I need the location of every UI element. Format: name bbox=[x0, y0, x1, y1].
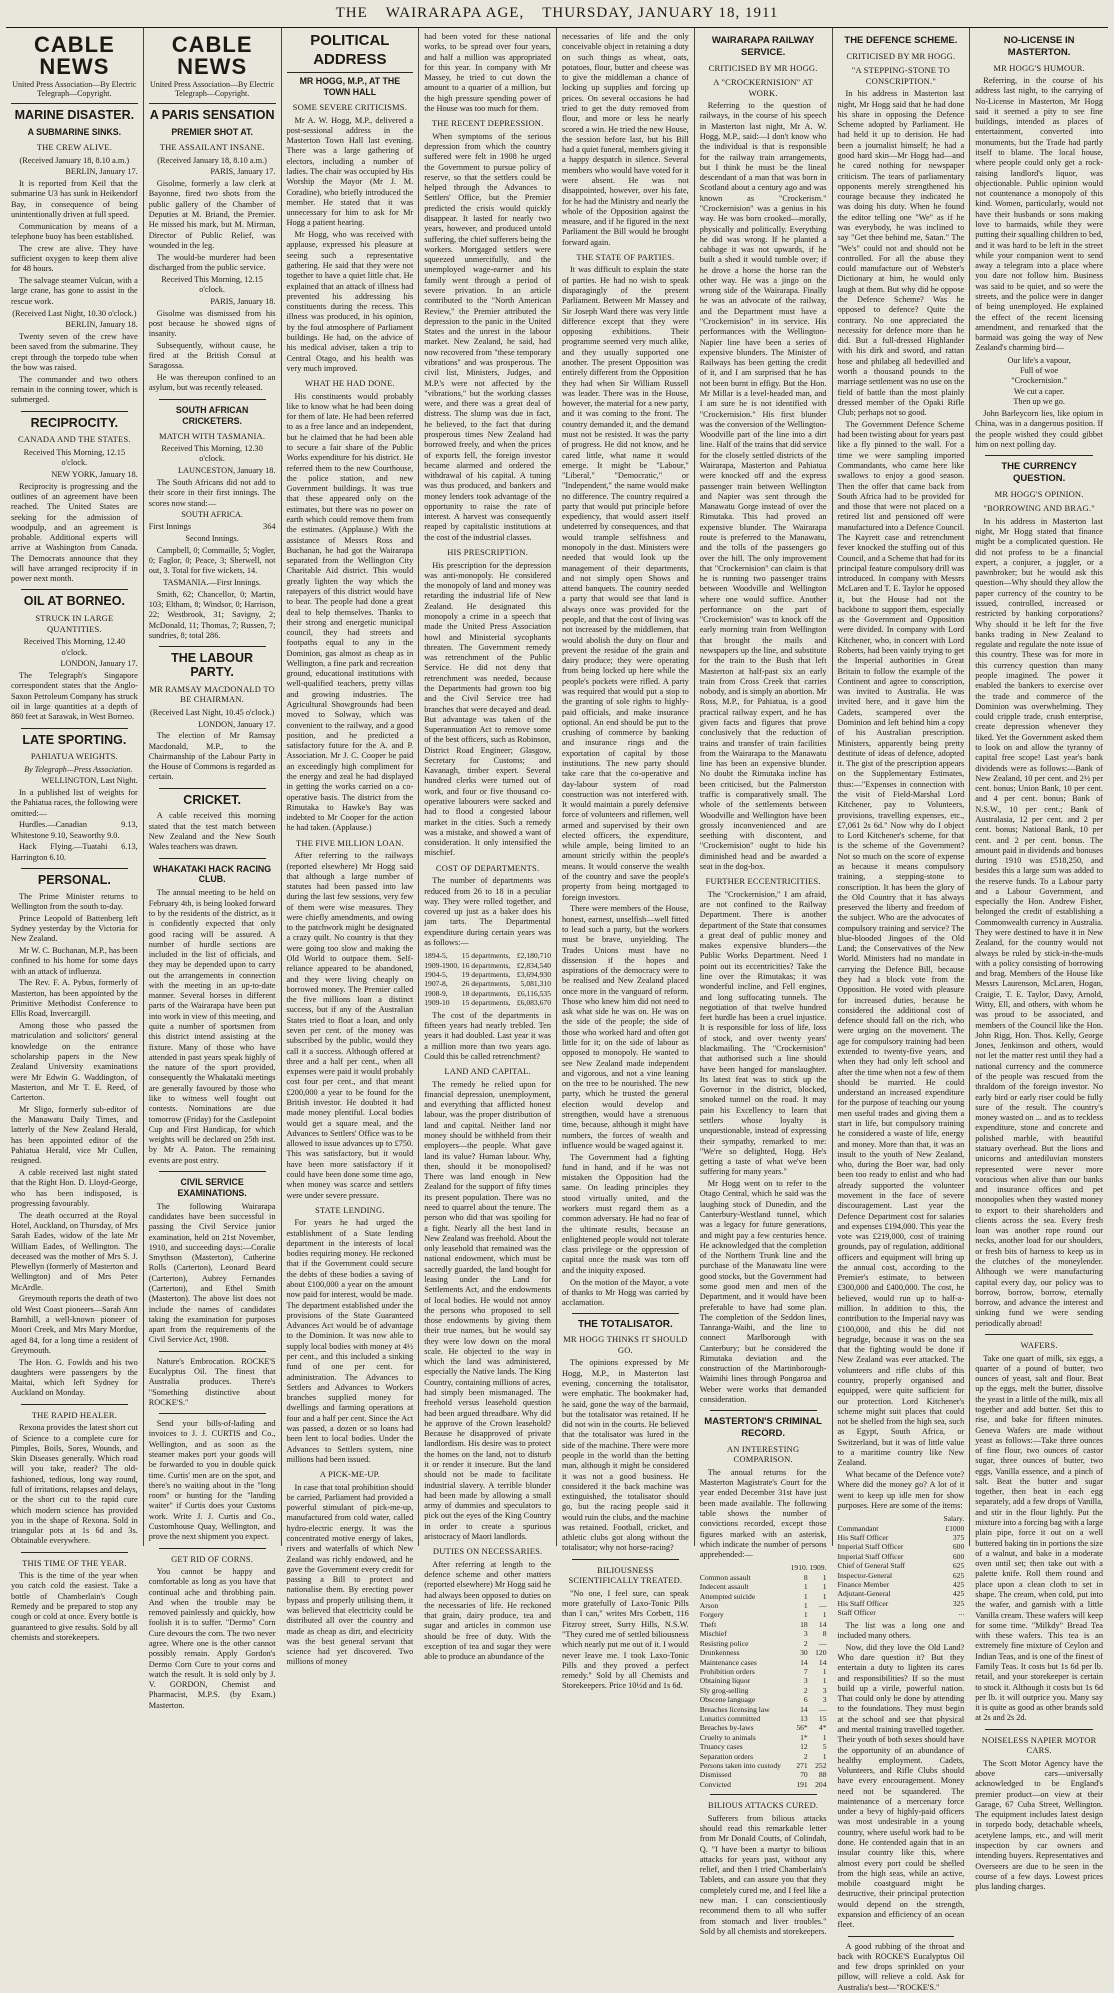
cricketers-second: Second Innings. bbox=[185, 533, 239, 543]
dept-cost-row: 1909-10 15 departments, £6,083,670 bbox=[424, 998, 551, 1008]
criminal-record-row: Attempted suicide 1 1 bbox=[699, 1591, 827, 1601]
cost-heading: COST OF DEPARTMENTS. bbox=[435, 862, 540, 873]
cable-news-banner-2: CABLE NEWS bbox=[171, 32, 253, 79]
salary-row: Imperial Staff Officer 600 bbox=[837, 1542, 965, 1552]
marine-p6: The commander and two others remain in the conning tower, which is submerged. bbox=[11, 374, 138, 405]
rockes-ad: Nature's Embrocation. ROCKE'S Eucalyptus Oil. The finest that Australia produces. There's "Something distinctive about ROCKE'S." bbox=[148, 1356, 276, 1407]
sporting-p1: In a published list of weights for the Pahiatua races, the following were omitted:— bbox=[11, 788, 138, 818]
railway-p2: The "Crockernision," I am afraid, are not confined to the Railway Department. There is another department of the State that consumes a great deal of public money and makes expensive blunders—the Public Works Department. Need I point out its eccentricities? Take the line over the Rimutakas; it was wonderful incline, and Fell engines, and long suffocating tunnels. The negotiation of that twelve hundred feet hurdle has been a cruel injustice. It is responsible for loss of life, loss of stock, and over twenty years' blackmailing. The "Crockernision" that authorised such a line should have been hanged for manslaughter. Its latest feat was to stick up the Governor in the district, blocked, smoked tunnel on the road. It may pain his Excellency to learn that settlers whose loyalty is unquestionable, instead of expressing their sympathy, remarked to me: "We're so delighted, Hogg. He's getting a taste of what we've been suffering for many years." bbox=[699, 889, 827, 1177]
currency-p: In his address in Masterton last night, Mr Hogg stated that finance might be a complicated question. He did not profess to be a financial expert, a conjurer, a juggler, or a pawnbroker; but he would ask this question—Why should they allow the paper currency of the country to be issued, controlled, increased or restricted by banking corporations? Why should it be left for the five banks trading in New Zealand to regulate and regulate the note issue of this country. These was for more in this currency question than many people imagined. The power it enabled the bankers to exercise over the trade and commerce of the Dominion was overwhelming. They could cripple trade, crush enterprise, create depression whenever they liked. Yet the Government asked them to look on and allow the tyranny of capital free scope! Last year's bank dividends were as follows:—Bank of New Zealand, 10 per cent. and 2½ per cent. bonus; Union Bank, 10 per cent. and 4 per cent. bonus; Bank of N.S.W., 10 per cent.; Bank of Australasia, 12 per cent. and 2 per cent. bonus; National Bank, 10 per cent. and 2 per cent. bonus. The amount paid in dividends and bonuses during 1910 was £518,250, and besides this a large sum was added to the reserve funds. To a Labour party and a Labour Government, and especially the Hon. Andrew Fisher, belonged the credit of establishing a Commonwealth currency in Australia. They were destined to have it in New Zealand, for the country would not always be ruled by stick-in-the-muds with a policy consisting of borrowing and brag. Members of the House like Messrs Laurenson, McLaren, Hogan, Craigie, T. E. Taylor, Davy, Arnold, Witty, Ell, and others, with whom he was proud to be associated, and members of the Council like the Hon. John Rigg, Hon. Thos. Kelly, George Jones, Jenkinson and others, would not let the matter rest until they had a national currency and the commerce of the people was rescued from the thraldom of the foreign investor. No early bird or early riser could be fully sure of the result. The country's money wasted on ... and as to reckless expenditure, stone and concrete and polished marble, with beautiful statuary overhead. But the lions and unicorns and antediluvian monsters represented were never more voracious when alive than our banks and insurance offices and pet monopolies when they wasted money to export to their shareholders and clients across the sea. Every fresh loan was another rope round our necks, another load for our shoulders, or fresh bits of harness to keep us in the clutches of the moneylender. Although we were manufacturing capital every day, our policy was to borrow, borrow, borrow, eternally borrow, and advance the interest and sinking fund we were sending periodically abroad! bbox=[975, 516, 1103, 1328]
marine-p5: Twenty seven of the crew have been saved from the submarine. They crept through the torpedo tube when the bow was raised. bbox=[11, 332, 138, 372]
poem-line: Then up we go. bbox=[1013, 396, 1065, 406]
column-3 bbox=[282, 28, 420, 1667]
sporting-dateline: WELLINGTON, Last Night. bbox=[41, 776, 138, 786]
criminal-record-row: Mischief 3 8 bbox=[699, 1629, 827, 1639]
political-p1: Mr A. W. Hogg, M.P., delivered a post-sessional address in the Masterton Town Hall last evening. There was a large gathering of electors, including a number of ladies. The chair was occupied by His Worship the Mayor (Mr J. M. Coradine), who briefly introduced the member. He stated that it was unnecessary for him to ask for Mr Hogg a patient hearing. bbox=[286, 115, 414, 228]
personal-p2: Prince Leopold of Battenberg left Sydney yesterday by the Victoria for New Zealand. bbox=[11, 913, 138, 944]
dept-cost-row: 1909-1900, 16 departments, £2,834,540 bbox=[424, 960, 551, 970]
criminal-record-p: The annual returns for the Masterton Magistrate's Court for the year ended December 31st have just been made available. The following table shows the number of convictions recorded, except those figures marked with an asterisk, which indicate the number of persons apprehended:— bbox=[699, 1467, 827, 1560]
rockes-ad-2: A good rubbing of the throat and back with ROCKE'S Eucalyptus Oil and few drops sprinkled on your pillow, will relieve a cold. Ask for Australia's best—"ROCKE'S." bbox=[837, 1941, 965, 1992]
sporting-by: By Telegraph—Press Association. bbox=[24, 764, 133, 774]
political-p5: For years he had urged the establishment of a State lending department in the interests of local bodies requiring money. He reckoned that if the Government could secure the debts of these bodies a saving of about £100,000 a year on the amount now paid for interest, would be made. The department established under the provisions of the State Guaranteed Advances Act would be of advantage to the Dominion. It was now able to supply local bodies with money at 4½ per cent., and this included a sinking fund of one per cent. for administration. The Advances to Settlers and Advances to Workers branches supplied money for dwellings and farming operations at four and a half per cent. Since the Act was passed, a dozen or so loans had been lent to local bodies. Under the Advances to Settlers system, nine millions had been issued. bbox=[286, 1218, 414, 1464]
salary-row: Adjutant-General 425 bbox=[837, 1589, 965, 1599]
column-7 bbox=[833, 28, 971, 1992]
personal-p6: Mr Sligo, formerly sub-editor of the Manawatu Daily Times, and latterly of the New Zealand Herald, has been appointed editor of the Pahiatua Herald, vice Mr Cullen, resigned. bbox=[11, 1104, 138, 1166]
depression-heading: THE RECENT DEPRESSION. bbox=[431, 118, 544, 129]
biliousness-p: "No one, I feel sure, can speak more gratefully of Laxo-Tonic Pills than I can," writes Mrs Corbett, 116 Fitzroy street, Surry Hills, N.S.W. "They cured me of settled biliousness which nearly put me out of it. I would never leave me. I took Laxo-Tonic Pills and they proved a perfect remedy." Sold by all Chemists and Storekeepers. Price 10½d and 1s 6d. bbox=[562, 1588, 689, 1691]
whakataki-p1: The annual meeting to be held on February 4th, is being looked forward to by the residents of the district, as it is confidently expected that only good racing will be assured. A number of hurdle sections are included in the list of officials, and they may be depended upon to carry out the arrangements in connection with the meeting in an up-to-date manner. Several horses in different parts of the Wairarapa have been put into work in view of this meeting, and quite a number of sportsmen from this district intend assisting at the fixture. Many of those who have attended in past years speak highly of the nature of the sport provided, consequently the Whakataki meetings are generally favoured by those who like to witness well fought out contests. Nominations are due tomorrow (Friday) for the Castlepoint Cup and First Handicap, for which weights will be declared on 25th inst. by Mr A. Paton. The remaining events are post entry. bbox=[148, 888, 276, 1165]
reciprocity-p1: Reciprocity is progressing and the outlines of an agreement have been reached. The United States are seeking for the admission of woodpulp, and an agreement is probable. Additional experts will arrive at Washington from Canada. The Democrats announce that they will have arranged reciprocity if in power next month. bbox=[11, 481, 138, 584]
civil-service-heading: CIVIL SERVICE EXAMINATIONS. bbox=[177, 1176, 247, 1198]
motor-cars-heading: NOISELESS NAPIER MOTOR CARS. bbox=[981, 1734, 1097, 1756]
salary-row: Staff Officer ... bbox=[837, 1608, 965, 1618]
criminal-record-row: Obscene language 6 3 bbox=[699, 1695, 827, 1705]
salary-row: His Staff Officer 375 bbox=[837, 1532, 965, 1542]
criminal-record-row: Cruelty to animals 1* 1 bbox=[699, 1732, 827, 1742]
sporting-heading: LATE SPORTING. bbox=[22, 732, 127, 747]
nolicense-p2: John Barleycorn lies, like opium in China, was in a dangerous position. If the people wished they could gibbet him on next polling day. bbox=[975, 409, 1103, 449]
reciprocity-received: Received This Morning, 12.15 o'clock. bbox=[23, 447, 126, 468]
masthead bbox=[6, 4, 1108, 28]
nolicense-sub: MR HOGG'S HUMOUR. bbox=[993, 62, 1085, 73]
whakataki-heading: WHAKATAKI HACK RACING CLUB. bbox=[153, 863, 272, 885]
poem-line: Full of woe bbox=[1019, 365, 1059, 375]
criminal-record-row: Maintenance cases 14 14 bbox=[699, 1657, 827, 1667]
marine-received: (Received January 18, 8.10 a.m.) bbox=[19, 155, 130, 165]
criminal-record-row: Common assault 8 1 bbox=[699, 1572, 827, 1582]
railway-p1: Referring to the question of railways, in the course of his speech in Masterton last night, Mr A. W. Hogg, M.P., said:—I don't know who the individual is that is responsible for the railway train arrangements, but I think he must be the lineal descendant of a man that was born in Scotland about a century ago and was known as "Crockerism." "Crockernision" was a genius in his way. He was born crooked—morally, physically and politically. Everything he did was wrong. If he planted a cabbage it was not upwards, if he built a shed it would tumble over; if he drove a horse the horse ran the other way. He was a jingo on the wrong side of the Wairarapa. Finally he was an advocate of the railway, and the Department must have a "Crockernision" in its service. His performances with the Wellington-Napier line have been a series of expensive blunders. The Minister of Railways has been getting the credit of it, and I am surprised that he has not been burnt in effigy. But the Hon. Mr Millar is a level-headed man, and I am sure he is not identified with "Crockernision." His first blunder was the conversion of the Wellington-Woodville part of the line into a dirt line. Half of the trains that did service for the closely settled districts of the Wairarapa, Masterton and Pahiatua were knocked off and the express passenger train between Wellington and Napier was sent through the Manawatu Gorge instead of over the Rimutaka. This had proved an expensive blunder. The Wairarapa route is preferred to the Manawatu, and the tolls of the passengers go over the hill. The only improvement that "Crockernision" can claim is that he is running two passenger trains between Woodville and Wellington where one would suffice. Another performance on the part of "Crockernision" was to knock off the early morning train from Wellington that brought the mails and newspapers up the line, and substitute for the train to the Bush that left Masterton at half-past six an early train from Cross Creek that carries nobody, and is simply an abortion. Mr Ross, M.P., for Pahiatua, is a good practical railway expert, and he has given facts and figures that prove conclusively that the reduction of trains and transfer of train facilities from the Wairarapa to the Manawatu line has been an expensive blunder. No doubt the Rimutaka incline has been criticised, but the Palmerston traffic is comparatively small. The whole of the settlements between Woodville and Wellington have been grossly inconvenienced and are seething with discontent, and "Crockernision" ought to hide his diminished head and be awarded a seat in the dog-box. bbox=[699, 101, 827, 871]
civil-service-p1: The following Wairarapa candidates have been successful in passing the Civil Service junior examination, held on 21st November, 1910, and succeeding days:—Coralie Smythson (Masterton), Catherine Rolls (Carterton), Leonard Beard (Carterton), Aubrey Fernandes (Carterton), and Ethel Smith (Masterton). The above list does not include the names of candidates taking the examination for purposes apart from the requirements of the Civil Service Act, 1908. bbox=[148, 1201, 276, 1345]
marine-received2: (Received Last Night, 10.30 o'clock.) bbox=[12, 308, 137, 318]
criminal-record-row: Forgery 1 1 bbox=[699, 1610, 827, 1620]
time-p: This is the time of the year when you catch cold the easiest. Take a bottle of Chamberlain's Cough Remedy and be prepared to stop any cough or cold at once. Every bottle is guaranteed to give results. Sold by all chemists and storekeepers. bbox=[11, 1571, 138, 1642]
cricketers-p2: Campbell, 0; Commaille, 5; Vogler, 0; Faglor, 0; Peace, 3; Sherwell, not out, 3. Total for five wickets, 14. bbox=[148, 545, 276, 576]
labour-heading: THE LABOUR PARTY. bbox=[171, 651, 254, 679]
cricket-p: A cable received this morning stated that the test match between New Zealand and the New South Wales teachers was drawn. bbox=[148, 811, 276, 852]
personal-p1: The Prime Minister returns to Wellington from the south to-day. bbox=[11, 891, 138, 911]
marine-dateline2: BERLIN, January 18. bbox=[65, 320, 138, 330]
defence-p1: In his address in Masterton last night, Mr Hogg said that he had done his share in opposing the Defence Scheme adopted by Parliament. He had held it up to derision. He had been a journalist himself; he had a good hard skin—Mr Hogg had—and he cared nothing for newspaper criticism. The tears of parliamentary opponents merely strengthened his courage because they indicated he was doing his duty. When he found the editor telling one "We" as if he was everybody, he was inclined to say "Get thee behind me, Satan." The "We's" could not and should not be controlled. For all the abuse they could manufacture out of Webster's Dictionary at him, he would only laugh at them. But why did he oppose the Defence Scheme? Was he opposed to defence? Quite the contrary. No one appreciated the necessity for defence more than he did. But a full-dressed Highlander with his dirk and sword, and rattan hose and philabeg all bedevilled and worth a thousand pounds to the marriage settlement was no use on the field of battle than the most plainly dressed member of the Opaki Rifle Club; perhaps not so good. bbox=[837, 89, 965, 418]
marine-p4: The salvage steamer Vulcan, with a large crane, has gone to assist in the rescue work. bbox=[11, 276, 138, 306]
totalisator-heading: THE TOTALISATOR. bbox=[577, 1319, 673, 1331]
eccentricities-heading: FURTHER ECCENTRICITIES. bbox=[705, 876, 821, 887]
paris-p3: Gisolme was dismissed from his post because he showed signs of insanity. bbox=[148, 308, 276, 339]
criminal-record-row: Convicted 191 204 bbox=[699, 1779, 827, 1789]
reciprocity-heading: RECIPROCITY. bbox=[30, 415, 119, 430]
cricketers-p3: Smith, 62; Chancellor, 0; Martin, 103; Eltham, 8; Windsor, 0; Harrison, 22; Westbrook, 31; Savigny, 2; McDonald, 11; Thomas, 7; Russen, 7; sundries, 8; total 286. bbox=[148, 589, 276, 640]
state-heading: STATE LENDING. bbox=[315, 1204, 385, 1215]
biliousness-heading: BILIOUSNESS SCIENTIFICALLY TREATED. bbox=[568, 1564, 683, 1586]
oil-p1: The Telegraph's Singapore correspondent states that the Anglo-Saxon Petroleum Company has struck oil in large quantities at a depth of 860 feet at Sarawak, in West Borneo. bbox=[11, 671, 138, 722]
cricketers-p1: The South Africans did not add to their score in their first innings. The scores now stand:— bbox=[148, 477, 276, 508]
cricketers-dateline: LAUNCESTON, January 18. bbox=[177, 466, 276, 476]
c4-p1: necessaries of life and the only conceivable object in retaining a duty on such things as wheat, oats, potatoes, flour, butter and cheese was to give the middleman a chance of locking up supplies and forcing up prices. On several occasions he had tried to get the duty removed from flour, and more or less he nearly scored a win. He tried the new House, the session before last, but his Bill had a quiet funeral, members giving it a happy despatch in silence. Several members who would have voted for it were absent. He was not disappointed, however, over his fate, for he had the Ministry and nearly the whole of the Opposition against the measure, and if he figured in the next Parliament the Bill would be brought forward again. bbox=[562, 32, 689, 247]
c4-p5: On the motion of the Mayor, a vote of thanks to Mr Hogg was carried by acclamation. bbox=[562, 1277, 689, 1308]
criminal-record-row: Dismissed 70 88 bbox=[699, 1770, 827, 1780]
curtis-ad: Send your bills-of-lading and invoices to J. J. CURTIS and Co., Wellington, and as soon as the steamer makes port your goods will be forwarded to you in double quick time. Curtis' men are on the spot, and there's no waiting about in the "long room" or hunting for the "landing waiter" if Curtis does your Customs work. Write J. J. Curtis and Co., Customhouse Quay, Wellington, and prove the next shipment you expect. bbox=[148, 1419, 276, 1542]
currency-sub: MR HOGG'S OPINION. bbox=[994, 488, 1084, 499]
column-4 bbox=[419, 28, 557, 1662]
political-p12: The remedy he relied upon for financial depression, unemployment, and everything that afflicted honest labour, was the proper distribution of land and capital. Neither land nor money should be withheld from their employers—the people. What gave land its value? Human labour. Why, then, should it be monopolised? There was land enough in New Zealand for the support of fifty times its present population. There was no need to quarrel about the tenure. The person who did that was spoiling for a fight. Nearly all the best land in New Zealand was freehold. About the only leasehold that remained was the national endowment, which must be sacredly guarded, the land bought for leasing under the Land for Settlements Act, and the endowments of local bodies. He would not annoy the persons who proposed to sell those endowments by giving them their true names, but he would say they were low down on the moral scale. He objected to the way in which the land was administered, especially the Native lands. The King Country, containing millions of acres, had simply been mismanaged. The freehold versus leasehold question had been argued threadbare. Why did he approve of the Crown leasehold? Because he disapproved of private landlordism. His desire was to protect the homes on the land, not to disturb it or render it insecure. But the land should not be made to facilitate industrial slavery. A terrible blunder had been made by allowing a small army of dummies and speculators to pick out the eyes of the King Country in order to create a spurious aristocracy of Maori landlords. bbox=[424, 1079, 551, 1541]
salary-row: Inspector-General 625 bbox=[837, 1570, 965, 1580]
paris-sub: PREMIER SHOT AT. bbox=[171, 127, 253, 138]
column-5 bbox=[557, 28, 695, 1691]
political-sub2: SOME SEVERE CRITICISMS. bbox=[292, 102, 408, 112]
political-sub: MR HOGG, M.P., AT THE TOWN HALL bbox=[299, 76, 401, 98]
cricketers-tas: TASMANIA.—First Innings. bbox=[163, 577, 261, 587]
c4-p4: The Government had a fighting fund in hand, and if he was not mistaken the Opposition had the same. On leading principles they stood virtually united, and the workers must regard them as a common adversary. He had no fear of the ultimate results, because an enlightened people would not tolerate class privilege or the oppression of capital once the mask was torn off and the iniquity exposed. bbox=[562, 1152, 689, 1275]
railway-sub2: A "CROCKERNISION" AT WORK. bbox=[713, 77, 813, 98]
political-p11: The cost of the departments in fifteen years had nearly trebled. Ten years it had doubled. Last year it was a million more than two years ago. Could this be called retrenchment? bbox=[424, 1010, 551, 1061]
defence-sub: CRITICISED BY MR HOGG. bbox=[846, 50, 956, 61]
railway-heading: WAIRARAPA RAILWAY SERVICE. bbox=[711, 35, 815, 58]
marine-sub2: THE CREW ALIVE. bbox=[36, 142, 113, 153]
personal-p9: Greymouth reports the death of two old West Coast pioneers—Sarah Ann Barnhill, a well-known pioneer of Moori Creek, and Mrs Mary Mordue, aged 84, for a long time a resident of Greymouth. bbox=[11, 1294, 138, 1355]
paris-p5: He was thereupon confined to an asylum, but was recently released. bbox=[148, 373, 276, 393]
salary-row: His Staff Officer 325 bbox=[837, 1598, 965, 1608]
political-p8: When symptoms of the serious depression from which the country suffered were felt in 1908 he urged the Government to pursue policy of reserve, so that the settlers could be helped through the Advances to Settlers' Office, but the Premier predicted the crisis would quickly disappear. It lasted for nearly two years, however, and produced untold suffering, the chief sufferers being the workers. Mortgaged settlers were squeezed unmercifully, and the unemployed wage-earner and his family went through a period of severe privation. In an article contributed to the "North American Review," the Premier attributed the depression to the panic in the United States and the unrest in the labour market. New Zealand, he said, had now recovered from "these temporary vibrations" and was prosperous. The civil list, Ministers, Judges, and M.P.'s were not affected by the "vibrations," but the working classes were, and there was a great deal of distress. The slump was due in fact, he believed, to the fact that during prosperous times New Zealand had borrowed freely, and when the prices of exports fell, the foreign investor became alarmed and ordered the withdrawal of his capital. A tuning was thus produced, and bankers and money lenders took advantage of the opportunity to raise the rate of interest. A harvest was consequently reaped by capitalistic institutions at the cost of the industrial classes. bbox=[424, 131, 551, 542]
personal-heading: PERSONAL. bbox=[37, 872, 111, 887]
land-heading: LAND AND CAPITAL. bbox=[444, 1066, 531, 1077]
motor-cars-p: The Scott Motor Agency have the above cars—universally acknowledged to be England's premier product—on view at their Garage, 67 Cuba Street, Wellington. The equipment includes latest design in torpedo body, detachable wheels, acetylene lamps, etc., and will merit inspection by car owners and intending buyers. Representatives and Overseers are due to be seen in the course of a few days. Lowest prices plus landing charges. bbox=[975, 1758, 1103, 1892]
cricketers-first: First Innings 364 bbox=[148, 522, 276, 532]
defence-p2: The Government Defence Scheme had been twisting about for years past like a fly pinned to the wall. For a time we were sampling imported Commandants, who came here like swallows to enjoy a good season. Then the offer that came back from South Africa had to be provided for and those that were not placed on a retired list and pensioned off were manufactured into a Defence Council. The Kayrett case and retrenchment fever knocked the stuffing out of this Council, and a Scheme that had for its principal feature compulsory drill was introduced. In company with Messrs McLaren and T. E. Taylor he opposed it, but the House had not the backbone to support them, especially as the Government and Opposition were divided. In company with Lord Kitchener, who, in concert with Lord Roberts, had been vainly trying to get the Imperial authorities in Great Britain to follow the example of the Continent and agree to conscription, was invited to Australia. He was invited here, and it gave him the Cadets, scampered over the Dominion and left behind him a copy of his Australian prescription. Ministers, apparently being pretty destitute of ideas of defence, adopted it. The gist of the prescription appears on the Supplementary Estimates, thus:—"Expenses in connection with the visit of Field-Marshal Lord Kitchener, pay to Volunteers, provisions, travelling expenses, etc., £7,061 2s 6d." Now why do I object to Lord Kitchener's scheme, for that is the scheme of the Government? Not so much on the score of expense as because it means compulsory training, a stepping-stone to conscription. It has been the glory of the Old Country that it has always preserved the liberty and freedom of the subject. Who are the advocates of compulsory training and service? The blue-blooded Jingoes of the Old Land; the Conservatives of the New World. Ministers had no mandate in carrying the Defence Bill, because they had a block vote from the Opposition. He voted with pleasure for increased duties, because he considered the additional cost of defence should fall on the rich, who were urging on the movement. The age for compulsory training had been extended to twenty-five years, and when they had only left school and after the time when not a few of them should be married. He could understand an increased expenditure for the purpose of teaching our young men useful trades and giving them a start in life, but compulsory training he considered a waste of life, energy and money. More than that, it was an insult to the youth of New Zealand, who, during the Boer war, had only been too ready to enlist and who had already supported the volunteer movement in the face of severe discouragement. Last year the Defence Department cost for salaries and expenses £194,000. This year the vote was £219,000, cost of training grounds, pay of regulation, additional officers and equipment will bring up the annual cost, according to the Premier's estimate, to between £300,000 and £400,000. The cost, he believed, would run up to half-a-million. In addition to this, the contribution to the Imperial navy was £100,000, and this he did not begrudge, because it was on the sea that the fighting would be done if New Zealand was ever attacked. The volunteers and rifle clubs of this country, properly organised and equipped, were quite sufficient for our protection. Lord Kitchener's scheme might suit places that could not be shelled from the high sea, such as Egypt, South Africa, or Switzerland, but it was of little value to a maritime country like New Zealand. bbox=[837, 419, 965, 1468]
salary-table: Salary. Commandant £1000 His Staff Officer 375 Imperial Staff Officer 600 Imperial Staff Officer 600 Chief of General Staff 625 Inspector-General 625 Finance Member 425 Adjutant-General 425 His Staff Officer 325 Staff Officer ... bbox=[837, 1514, 965, 1618]
salary-row: Chief of General Staff 625 bbox=[837, 1561, 965, 1571]
duties-heading: DUTIES ON NECESSARIES. bbox=[432, 1546, 543, 1557]
currency-heading: THE CURRENCY QUESTION. bbox=[1001, 461, 1077, 484]
column-6 bbox=[695, 28, 833, 1936]
prescription-heading: HIS PRESCRIPTION. bbox=[447, 547, 529, 558]
paris-p1: Gisolme, formerly a law clerk at Bayonne, fired two shots from the public gallery of the Chamber of Deputies at M. Briand, the Premier. He missed his mark, but M. Mirman, Director of Public Relief, was wounded in the leg. bbox=[148, 179, 276, 250]
pickmeup-heading: A PICK-ME-UP. bbox=[319, 1469, 380, 1480]
defence-p4: The list was a long one and included many others. bbox=[837, 1620, 965, 1640]
totalisator-p: The opinions expressed by Mr Hogg, M.P., in Masterton last evening, concerning the totalisator, were emphatic. The bookmaker had, he said, gone the way of the barmaid, but the totalisator was retained. If he did not win in the courts. He believed that the totalisator was lured in the side of the machine. There were more people in the world than the betting man, although it might be considered it was not a good business. He considered it the back machine was extinguished, the totalisator should go, but the racing people said it would ruin the clubs, and the machine was retained. Football, cricket, and athletic clubs got along without the totalisator; why not horse-racing? bbox=[562, 1358, 689, 1553]
political-p13: After referring at length to the defence scheme and other matters (reported elsewhere) Mr Hogg said he had always been opposed to duties on the necessaries of life. He reckoned that grain, dairy produce, tea and sugar and articles in common use should be free of duty. With the exception of tea and sugar they were able to produce an abundance of the bbox=[424, 1559, 551, 1662]
marine-disaster-heading: MARINE DISASTER. bbox=[14, 108, 135, 123]
wafers-heading: WAFERS. bbox=[1020, 1340, 1058, 1350]
criminal-record-row: Drunkenness 30 120 bbox=[699, 1648, 827, 1658]
political-p2: Mr Hogg, who was received with applause, expressed his pleasure at seeing such a representative gathering. He said that they were not together to have a quiet little chat. He explained that an attack of illness had prevented his addressing his constituents during the recess. This illness was produced, in his opinion, by the foul atmosphere of Parliament buildings. He had, on the advice of his medical adviser, taken a trip to Central Otago, and his health was very much improved. bbox=[286, 230, 414, 373]
column-2 bbox=[144, 28, 282, 1710]
currency-sub2: "BORROWING AND BRAG." bbox=[983, 503, 1095, 514]
columns bbox=[6, 28, 1108, 1992]
healer-p: Rexona provides the latest short cut of Science to a complete cure for Pimples, Boils, Sores, Wounds, and Skin Diseases generally. Which road will you take, reader? The old-fashioned, tedious, long way round, full of irritations, relapses and delays, or the short cut to the rapid cure which modern science has provided you in the shape of Rexona. Sold in triangular pots at 1s 6d and 3s. Obtainable everywhere. bbox=[11, 1423, 138, 1546]
cable-news-sub: United Press Association—By Electric Telegraph—Copyright. bbox=[12, 80, 137, 99]
political-p7: had been voted for these national works, to be spread over four years, and half a million was appropriated for this year. In company with Mr Massey, he tried to cut down the amount to a quarter of a million, but the high pressure spending power of the House was too much for them. bbox=[424, 32, 551, 113]
salary-row: Finance Member 425 bbox=[837, 1580, 965, 1590]
criminal-record-row: Breaches licensing law 14 — bbox=[699, 1704, 827, 1714]
salary-row: Imperial Staff Officer 600 bbox=[837, 1551, 965, 1561]
railway-sub: CRITICISED BY MR HOGG. bbox=[708, 62, 818, 73]
paris-heading: A PARIS SENSATION bbox=[149, 108, 275, 123]
nolicense-p1: Referring, in the course of his address last night, to the carrying of No-License in Masterton, Mr Hogg said it seemed a pity to see fine buildings, intended as places of entertainment, converted into monuments, but the Trade had partly itself to blame. The local house, where people could only get a rock-raising landlord's liquor, was objectionable. Public opinion would not countenance a monopoly of this kind. Women, particularly, would not have their husbands or sons making love to barmaids, while they were putting their squalling children to bed, and it was hard to be left in the street while your companion went to send away a telegram into a place where you dare not follow him. Business was said to be quiet, and so were the streets, and the police were in danger of being unemployed. He explained the effect of the recent licensing amendment, and remarked that the barmaid was going the way of New Zealand's charming bird— bbox=[975, 76, 1103, 353]
cricketers-heading: SOUTH AFRICAN CRICKETERS. bbox=[175, 404, 249, 426]
reciprocity-dateline: NEW YORK, January 18. bbox=[51, 469, 138, 479]
paris-p4: Subsequently, without cause, he fired at the British Consul at Saragossa. bbox=[148, 340, 276, 371]
marine-dateline: BERLIN, January 17. bbox=[65, 167, 138, 177]
criminal-record-row: Persons taken into custody 271 252 bbox=[699, 1760, 827, 1770]
personal-p5: Among those who passed the matriculation and solicitors' general knowledge on the entrance scholarship papers in the New Zealand University examinations were Mr Edwin G. Waddington, of Masterton, and Mr T. E. Reed, of Carterton. bbox=[11, 1021, 138, 1103]
personal-p4: The Rev. F. A. Pybus, formerly of Masterton, has been appointed by the Primitive Methodist Conference to Ellis Road, Invercargill. bbox=[11, 978, 138, 1019]
dept-cost-row: 1908-9, 18 departments, £6,116,535 bbox=[424, 988, 551, 998]
totalisator-sub: MR HOGG THINKS IT SHOULD GO. bbox=[563, 1334, 688, 1355]
defence-p3: What became of the Defence vote? Where did the money go? A lot of it went to keep up idle men for show purposes. Here are some of the items: bbox=[837, 1470, 965, 1510]
oil-heading: OIL AT BORNEO. bbox=[23, 594, 125, 609]
oil-dateline: LONDON, January 17. bbox=[60, 659, 138, 669]
political-p10: The number of departments was reduced from 26 to 18 in a peculiar way. They were rolled together, and covered up just as a baker does his jam tarts. The Departmental expenditure during certain years was as follows:— bbox=[424, 876, 551, 947]
poem-line: "Crockernision." bbox=[1011, 376, 1068, 386]
sporting-sub: PAHIATUA WEIGHTS. bbox=[30, 751, 118, 762]
criminal-record-row: Indecent assault 1 1 bbox=[699, 1582, 827, 1592]
poem-line: We cut a caper. bbox=[1013, 386, 1065, 396]
c4-p3: There were members of the House, honest, earnest, unselfish—well fitted to lead such a party, but the workers must be brave, unyielding. The Trades Unions must have no dissension if the hopes and aspirations of the democracy were to be realised and New Zealand placed once more in the vanguard of reform. Those who knew him did not need to ask what side he was on. He was on the side of the people; the side of those who worked hard and often got little for it; on the side of labour as opposed to monopoly. He wanted to see New Zealand made independent and vigorous, and not a vine leaning on the tree to be nourished. The new party, which he trusted the general election would develop and strengthen, would have a strenuous time, because, although it might have numbers, the forces of wealth and influence would be waged against it. bbox=[562, 904, 689, 1150]
defence-p5: Now, did they love the Old Land? Who dare question it? But they entertain a duty to lighten its cares and responsibilities? If so the must build up a virile, powerful nation. That could only be done by attending to the foundations. They must begin at the school and see that physical and mental training travelled together. Their youth of both sexes should have the opportunity of an abundance of healthy employment. Cadets, Volunteers, and Rifle Clubs should have every encouragement. Money need not be squandered. The maintenance of a mercenary force under a bevy of highly-paid officers was most undesirable in a young country, where useful work had to be done. He contended again that in an insular country like this, where almost every port could be shelled from the high seas, while an active, mobile coastguard might be destructive, their principal protection would depend on the strength, expansion and efficiency of an ocean fleet. bbox=[837, 1642, 965, 1930]
oil-sub: STRUCK IN LARGE QUANTITIES. bbox=[35, 613, 114, 634]
personal-p8: The death occurred at the Royal Hotel, Auckland, on Thursday, of Mrs Sarah Eades, widow of the late Mr William Eades, of Wellington. The deceased was the mother of Mrs S. J. Plewellyn (formerly of Masterton and Wellington) and of Mrs Peter McArdle. bbox=[11, 1210, 138, 1292]
cricketers-sub: MATCH WITH TASMANIA. bbox=[159, 430, 266, 441]
nolicense-heading: NO-LICENSE IN MASTERTON. bbox=[1003, 35, 1075, 58]
labour-dateline: LONDON, January 17. bbox=[198, 719, 276, 729]
defence-sub2: "A STEPPING-STONE TO CONSCRIPTION." bbox=[851, 65, 950, 86]
personal-p3: Mr W. C. Buchanan, M.P., has been confined to his home for some days with an attack of influenza. bbox=[11, 946, 138, 976]
marine-p1: It is reported from Keil that the submarine U3 has sunk in Heikendorf Bay, in consequence of being unintentionally driven at full speed. bbox=[11, 179, 138, 219]
marine-p3: The crew are alive. They have sufficient oxygen to keep them alive for 48 hours. bbox=[11, 243, 138, 274]
paris-dateline2: PARIS, January 18. bbox=[210, 296, 276, 306]
labour-received: (Received Last Night, 10.45 o'clock.) bbox=[149, 707, 275, 717]
done-heading: WHAT HE HAD DONE. bbox=[305, 378, 395, 389]
column-1 bbox=[6, 28, 144, 1642]
personal-p10: The Hon. G. Fowlds and his two daughters were passengers by the Maitai, which left Sydney for Auckland on Monday. bbox=[11, 1357, 138, 1398]
criminal-record-row: Obtaining liquor 3 1 bbox=[699, 1676, 827, 1686]
cable-news-sub-2: United Press Association—By Electric Telegraph—Copyright. bbox=[150, 80, 275, 99]
personal-p7: A cable received last night stated that the Right Hon. D. Lloyd-George, who has been indisposed, is progressing favourably. bbox=[11, 1168, 138, 1208]
paris-dateline: PARIS, January 17. bbox=[210, 167, 276, 177]
dept-cost-row: 1904-5, 19 departments, £3,694,930 bbox=[424, 970, 551, 980]
healer-heading: THE RAPID HEALER. bbox=[31, 1409, 118, 1420]
criminal-record-sub: AN INTERESTING COMPARISON. bbox=[726, 1443, 800, 1465]
reciprocity-sub: CANADA AND THE STATES. bbox=[18, 434, 131, 445]
sporting-p2: Hurdles.—Canadian 9.13, Whitestone 9.10, Seaworthy 9.0. bbox=[11, 820, 138, 840]
c4-p2: It was difficult to explain the state of parties. He had no wish to speak disparagingly of the present Parliament. Between Mr Massey and Sir Joseph Ward there was very little difference except that they were opposing exhibitions. Their programme seemed very much alike, and they usually supported one another. The present Opposition was entirely different from the Opposition they had when Sir William Russell was leader. There was in the House, however, the material for a new party, and it was coming to the front. The country demanded it, and the demand must not be resisted. It was the party of progress. He did not know, and he cared little, what name it would emerge. It might be "Labour," "Liberal," "Democratic," or "Independent," the name would make no difference. The country required a party that would put principle before expediency, that would assert itself undeterred by consequences, and that would trample selfishness and monopoly in the dust. Ministers were needed that would look up the management of their departments, and not simply open Shows and attend banquets. The country needed a party that would see that land is always once was provided for the people, and that the cost of living was not increased by the middlemen, that would abolish the duty on flour and prevent the residue of the grain and dairy produce; they were operating from being locked up here while the people's pockets were rifled. A party was required that would put a stop to the granting of sole rights to highly-paid officials, and make insurance optional. An end should be put to the crushing of commerce by banking and insurance rings and the exportation of capital by those institutions. The new party should take care that the co-operative and day-labour system of road construction was not interfered with. It would maintain a purely defensive force of volunteers and riflemen, well armed and supervised by their own elected officers, the expenditure, while ample, being limited to an amount strictly within the people's means. It would conserve the wealth of the country and save the people's property from being mortgaged to foreign investors. bbox=[562, 265, 689, 902]
masthead-date: THURSDAY, JANUARY 18, 1911 bbox=[542, 5, 779, 21]
railway-p3: Mr Hogg went on to refer to the Otago Central, which he said was the laughing stock of Dunedin, and the Canterbury-Westland tunnel, which was a legacy for future generations, and might pay a few centuries hence. He acknowledged that the completion of the Northern Trunk line and the purchase of the Manawatu line were good stocks, but the Government had some good men and men of the Department, and it would have been preferable to have had some plan. The completion of the Seddon lines, Tanranga-Waihi, and the line to connect Marlborough with Canterbury; but he considered the Rimutaka deviation and the construction of the Martinborough-Waimihi lines through Pongaroa and Weber were works that demanded consideration. bbox=[699, 1179, 827, 1405]
corns-p: You cannot be happy and comfortable as long as you have that continual ache and throbbing pain. And when the trouble may be removed painlessly and quickly, how foolish it is to suffer. "Dermo" Corn Cure devours the corn. The two never agree. Where one is the other cannot possibly remain. Apply Gordon's Dermo Corn Cure to your corns and watch the result. It is sold only by J. V. GORDON, Chemist and Pharmacist, M.P.S. (by Exam.) Masterton. bbox=[148, 1567, 276, 1710]
criminal-record-row: Resisting police 2 — bbox=[699, 1638, 827, 1648]
criminal-record-row: Prohibition orders 7 1 bbox=[699, 1666, 827, 1676]
political-banner: POLITICAL ADDRESS bbox=[287, 32, 414, 73]
dept-cost-row: 1907-8, 26 departments, 5,081,310 bbox=[424, 979, 551, 989]
paris-sub2: THE ASSAILANT INSANE. bbox=[159, 142, 265, 153]
political-p4: After referring to the railways (reported elsewhere) Mr Hogg said that although a large number of statutes had been passed into law during the last few sessions, very few of them were wise measures. They were chiefly amendments, and owing to the patchwork might be designated a crazy quilt. No country is that they were going too slow and making the Old World to outpace them. Self-reliance appeared to be abandoned, and they were living cheaply on borrowed money. The Premier called the five millions loan a distinct success, but if any of the Australian States tried to float a loan, and only seven per cent. of the money was subscribed by the public, would they call it a success. Although offered at three and a half per cent., when all expenses were paid it would probably cost four per cent., and that meant £200,000 a year to be found for the British investor. He doubted it had made money plentiful. Local bodies would get a square meal, and the Advances to Settlers' Office was to be allowed to issue advances up to £750. This was satisfactory, but it would have been more satisfactory if it could have been done some time ago, when money was scarce and settlers were under severe pressure. bbox=[286, 851, 414, 1200]
criminal-record-row: Theft 18 14 bbox=[699, 1619, 827, 1629]
criminal-record-row: Breaches by-laws 56* 4* bbox=[699, 1723, 827, 1733]
criminal-record-row: Sly grog-selling 2 3 bbox=[699, 1685, 827, 1695]
paris-p2: The would-be murderer had been discharged from the public service. bbox=[148, 252, 276, 272]
oil-received: Received This Morning, 12.40 o'clock. bbox=[23, 637, 126, 657]
column-8 bbox=[970, 28, 1108, 1892]
paris-received: (Received January 18, 8.10 a.m.) bbox=[157, 155, 267, 165]
parties-heading: THE STATE OF PARTIES. bbox=[576, 251, 675, 262]
criminal-record-row: Lunatics committed 13 15 bbox=[699, 1713, 827, 1723]
paris-received2: Received This Morning, 12.15 o'clock. bbox=[161, 274, 263, 294]
political-p6: In case that total prohibition should be carried, Parliament had provided a powerful stimulant of pick-me-up, manufactured from cold water, called hydro-electric energy. It was the concentrated motive energy of lakes, rivers and waterfalls of which New Zealand was richly endowed, and he gave the Government every credit for passing a Bill to protect and nationalise them. By erecting power bypass and properly utilising them, it was believed that electricity could be distributed all over the country and made as cheap as dirt, and electricity was the best general servant that science had yet discovered. Two millions of money bbox=[286, 1482, 414, 1667]
poem-line: Our life's a vapour, bbox=[1007, 355, 1071, 365]
salary-row: Commandant £1000 bbox=[837, 1523, 965, 1533]
dept-cost-table bbox=[424, 951, 551, 1007]
bilious-attacks-p: Sufferers from bilious attacks should read this remarkable letter from Mr Donald Coutts, of Colindah, Q. "I have been a martyr to bilious attacks for years past, without any relief, and then I tried Chamberlain's Tablets, and can assure you that they completely cured me, and I feel like a new man. I can conscientiously recommend them to all who suffer from stomach and liver troubles." Sold by all chemists and storekeepers. bbox=[699, 1813, 827, 1936]
bilious-attacks-heading: BILIOUS ATTACKS CURED. bbox=[708, 1800, 819, 1811]
loan-heading: THE FIVE MILLION LOAN. bbox=[295, 837, 404, 848]
corns-heading: GET RID OF CORNS. bbox=[171, 1553, 254, 1564]
time-heading: THIS TIME OF THE YEAR. bbox=[22, 1557, 127, 1568]
masthead-left: THE bbox=[335, 5, 368, 21]
marine-sub: A SUBMARINE SINKS. bbox=[27, 127, 122, 138]
criminal-record-row: Truancy cases 12 5 bbox=[699, 1742, 827, 1752]
political-p9: His prescription for the depression was anti-monopoly. He considered the monopoly of land and money was retarding the industrial life of New Zealand. He designated this monopoly a crime in a speech that made the United Press Association howl and Ministerial sycophants threaten. The Government remedy was retrenchment of the Public Service. He did not deny that retrenchment was needed, because the Departments had grown too big and the Civil Service tree had branches that were decayed and dead. But advantage was taken of the Superannuation Act to remove some of the best officers, such as Robinson, District Road Engineer; Glasgow, Secretary for Customs; and Kavanagh, timber expert. Several hundred clerks were turned out of work, and four or five thousand co-operative labourers were sacked and had to flood a congested labour market in the cities. Such a remedy was a mistake, and showed a want of consideration. It only intensified the mischief. bbox=[424, 560, 551, 858]
cricket-heading: CRICKET. bbox=[183, 792, 241, 807]
criminal-record-table: 1910. 1909. Common assault 8 1 Indecent assault 1 1 Attempted suicide 1 1 Arson 1 — Forgery 1 1 Theft 18 14 Mischief 3 8 Resisting police 2 — Drunkenness 30 120 Maintenance cases 14 14 Prohibition orders 7 1 Obtaining liquor 3 1 Sly grog-selling 2 3 Obscene language 6 3 Breaches licensing law 14 — Lunatics committed 13 15 Breaches by-laws 56* 4* Cruelty to animals 1* 1 Truancy cases 12 5 Separation orders 2 1 Persons taken into custody 271 252 Dismissed 70 88 Convicted 191 204 bbox=[699, 1563, 827, 1789]
labour-sub: MR RAMSAY MACDONALD TO BE CHAIRMAN. bbox=[149, 683, 275, 705]
cricketers-received: Received This Morning, 12.30 o'clock. bbox=[161, 444, 263, 464]
criminal-record-heading: MASTERTON'S CRIMINAL RECORD. bbox=[704, 1416, 822, 1440]
political-p3: His constituents would probably like to know what he had been doing for them of late. He had been referred to as a free lance and an independent, but he claimed that he had been able to secure a fair share of the Public Works expenditure for his district. He referred them to the new Courthouse, the police station, and new Government buildings. It was true that these appeared only on the estimates, but there was no power on earth which could remove them from the estimates. (Applause.) With the assistance of Messrs Ross and Buchanan, he had got the Wairarapa separated from the Wellington City Charitable Aid district. This would greatly lighten the way which the ratepayers of this district would have to bear. The people had done a great deal to help themselves. Thanks to their strong and energetic municipal council, they had streets and footpaths equal to any in the Dominion, gas almost as cheap as in Wellington, a fine park and recreation ground, educational institutions with well-qualified teachers, pretty villas and growing industries. The Agricultural Showgrounds had been moved to Solway, which was convenient to the railway, and a good position, and he predicted a satisfactory future for the A. and P. Association. Mr J. C. Cooper be paid an exceedingly high compliment for the energy and zeal he had displayed in getting the works carried on a co-operative basis. The district from the Rimutaka to Hawke's Bay was indebted to Mr Cooper for the action he had taken. (Applause.) bbox=[286, 391, 414, 833]
nolicense-poem bbox=[975, 356, 1103, 407]
masthead-title: WAIRARAPA AGE, bbox=[385, 5, 525, 21]
dept-cost-row: 1894-5, 15 departments, £2,180,710 bbox=[424, 951, 551, 961]
cricketers-sa: SOUTH AFRICA. bbox=[181, 510, 244, 520]
labour-p1: The election of Mr Ramsay Macdonald, M.P., to the Chairmanship of the Labour Party in the House of Commons is regarded as certain. bbox=[148, 731, 276, 782]
defence-heading: THE DEFENCE SCHEME. bbox=[844, 35, 958, 46]
criminal-record-row: Separation orders 2 1 bbox=[699, 1751, 827, 1761]
cable-news-banner: CABLE NEWS bbox=[33, 32, 115, 79]
criminal-record-row: Arson 1 — bbox=[699, 1601, 827, 1611]
sporting-p3: Hack Flying.—Tuatahi 6.13, Harrington 6.10. bbox=[11, 842, 138, 862]
wafers-p: Take one quart of milk, six eggs, a quarter of a pound of butter, two ounces of yeast, salt and flour. Beat up the eggs, melt the butter, dissolve the yeast in a little of the milk, mix all together and add butter. Set this to rise, and bake for fifteen minutes. Geneva Wafers are made without yeast as follows:—Take three ounces of fine flour, two ounces of castor sugar, three ounces of butter, two eggs, Vanilla essence, and a pinch of salt. Beat the butter and sugar together, then beat in each egg separately, add a few drops of Vanilla, and stir in the flour lightly. Put the mixture into a forcing bag with a large plain pipe, force it out on a well buttered baking tin in portions the size of a walnut, and bake in a moderate oven until set; then take out with a palette knife. Roll them round and place upon a clean cloth to set in shape. The cream, when cold, put into the wafer, and garnish with a little Vanilla cream. These wafers will keep for some time. "Milkdy" Bread Tea with these wafers. This tea is an extremely fine mixture of Ceylon and Indian Teas, and is one of the finest of Family Teas. It costs but 1s 6d per lb. retail, and your storekeeper is certain to stock it. Although it costs but 1s 6d per lb. it will outprice you. Many say it is quite as good as other brands sold at 2s and 2s 2d. bbox=[975, 1353, 1103, 1723]
marine-p2: Communication by means of a telephone buoy has been established. bbox=[11, 221, 138, 242]
